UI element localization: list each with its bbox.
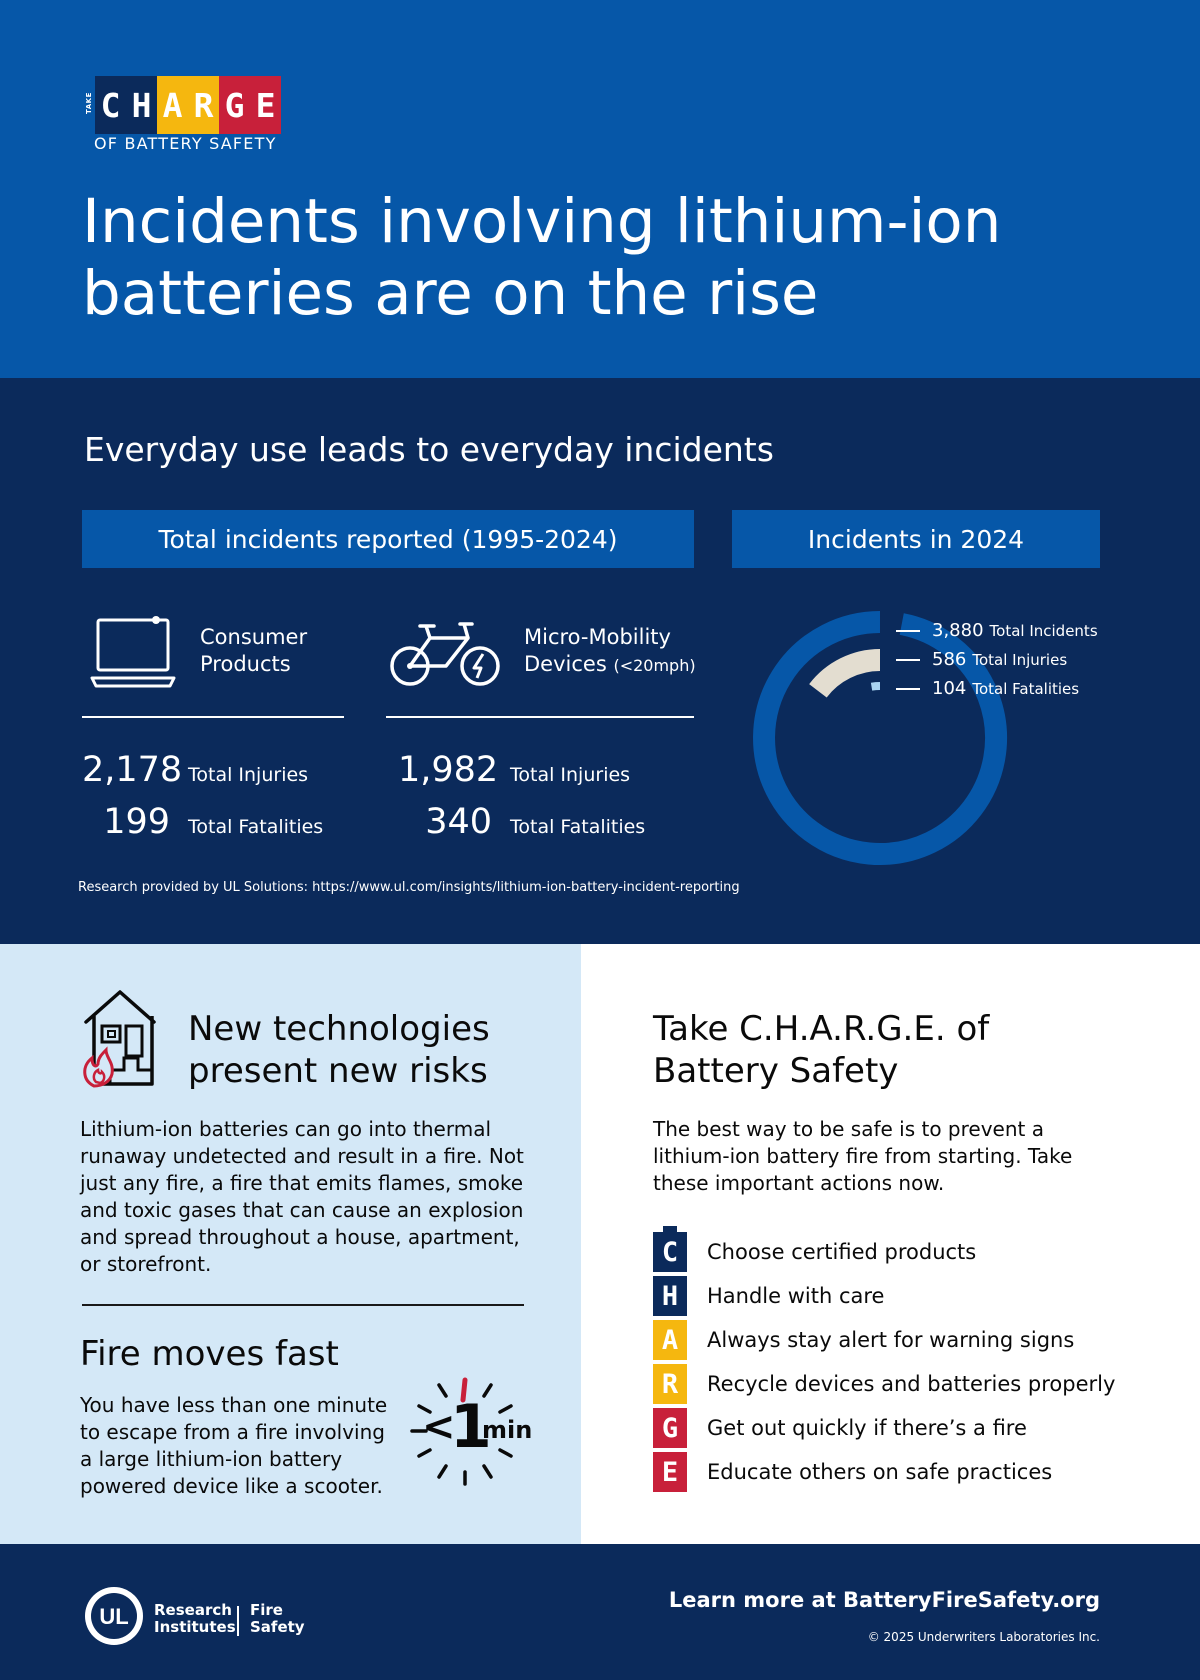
charge-item-c (653, 1234, 976, 1270)
legend-fatalities-label: Total Fatalities (972, 679, 1080, 698)
ul-divider (237, 1606, 239, 1636)
charge-item-text: Always stay alert for warning signs (707, 1328, 1075, 1352)
take-charge-heading: Take C.H.A.R.G.E. of Battery Safety (653, 1009, 990, 1091)
take-charge-section (581, 944, 1200, 1544)
logo-letters (95, 76, 281, 134)
total-incidents-banner: Total incidents reported (1995-2024) (82, 510, 694, 568)
research-source-note: Research provided by UL Solutions: https://www.ul.com/insights/lithium-ion-battery-incident-reporting (78, 880, 740, 895)
charge-item-text: Get out quickly if there’s a fire (707, 1416, 1027, 1440)
charge-letter-badge (653, 1452, 687, 1492)
new-risks-section (0, 944, 581, 1544)
legend-item-injuries (896, 649, 1067, 670)
consumer-fatalities-stat (82, 802, 323, 842)
radial-bar-total-injuries (818, 660, 880, 691)
new-risks-body: Lithium-ion batteries can go into thermal runaway undetected and result in a fire. Not just any fire, a fire that emits flames, smoke and toxic gases that can cause an explosion and spread throughout a house, apartment, or storefront. (80, 1117, 524, 1276)
timer-less-than: < (422, 1404, 456, 1450)
ul-mark: UL (99, 1604, 129, 1629)
legend-dash (896, 630, 920, 632)
fire-moves-fast-body: You have less than one minute to escape from a fire involving a large lithium-ion battery powered device like a scooter. (80, 1393, 388, 1498)
micromobility-fatalities-stat (398, 802, 645, 842)
micromobility-injuries-number: 1,982 (398, 750, 499, 790)
ebike-icon (388, 616, 504, 692)
laptop-icon (90, 616, 176, 692)
charge-letter: A (661, 1324, 679, 1356)
charge-item-text: Educate others on safe practices (707, 1460, 1053, 1484)
micromobility-note: (<20mph) (613, 656, 696, 675)
legend-dash (896, 659, 920, 661)
charge-item-text: Handle with care (707, 1284, 885, 1308)
charge-item-h (653, 1278, 884, 1314)
fire-moves-fast-heading: Fire moves fast (80, 1334, 339, 1374)
legend-incidents-label: Total Incidents (989, 621, 1098, 640)
take-charge-body: The best way to be safe is to prevent a lithium-ion battery fire from starting. Take these important actions now. (653, 1117, 1073, 1195)
logo-letter: A (157, 76, 188, 134)
logo-letter: C (95, 76, 126, 134)
incidents-2024-banner: Incidents in 2024 (732, 510, 1100, 568)
charge-item-r (653, 1366, 1115, 1402)
legend-incidents-value: 3,880 (932, 620, 984, 641)
incidents-2024-radial-chart (748, 606, 1012, 870)
ul-logo-icon (84, 1586, 144, 1646)
logo-letter: H (126, 76, 157, 134)
stats-section (0, 378, 1200, 944)
micromobility-category (388, 616, 698, 696)
new-risks-heading: New technologies present new risks (188, 1009, 490, 1091)
consumer-products-label: Consumer Products (200, 625, 308, 676)
logo-letter: G (219, 76, 250, 134)
consumer-products-category (90, 616, 350, 696)
micromobility-fatalities-label: Total Fatalities (510, 816, 646, 838)
consumer-fatalities-number: 199 (103, 802, 170, 842)
charge-letter-badge (653, 1232, 687, 1272)
logo-letter: R (188, 76, 219, 134)
micromobility-label: Micro-Mobility Devices (<20mph) (524, 625, 696, 676)
charge-item-e (653, 1454, 1052, 1490)
charge-letter-badge (653, 1408, 687, 1448)
legend-item-incidents (896, 620, 1098, 641)
header-section (0, 0, 1200, 378)
radial-bar-total-fatalities (872, 686, 880, 687)
consumer-injuries-label: Total Injuries (188, 764, 309, 786)
charge-item-text: Choose certified products (707, 1240, 977, 1264)
page-title: Incidents involving lithium-ion batteries are on the rise (82, 186, 1002, 329)
consumer-divider (82, 716, 344, 718)
charge-letter: H (661, 1280, 679, 1312)
timer-unit: min (482, 1416, 533, 1444)
charge-letter-badge (653, 1320, 687, 1360)
consumer-injuries-stat (82, 750, 308, 790)
timer-value: 1 (450, 1392, 492, 1462)
charge-item-a (653, 1322, 1074, 1358)
charge-letter-badge (653, 1276, 687, 1316)
micromobility-divider (386, 716, 694, 718)
charge-letter: R (661, 1368, 679, 1400)
copyright-notice: © 2025 Underwriters Laboratories Inc. (867, 1630, 1100, 1644)
legend-dash (896, 688, 920, 690)
micromobility-fatalities-number: 340 (425, 802, 492, 842)
charge-letter: G (661, 1412, 679, 1444)
footer (0, 1544, 1200, 1680)
ul-org-fire-safety: Fire Safety (250, 1601, 305, 1636)
charge-letter-badge (653, 1364, 687, 1404)
logo-letter: E (250, 76, 281, 134)
stats-section-title: Everyday use leads to everyday incidents (84, 430, 774, 469)
consumer-injuries-number: 2,178 (82, 750, 183, 790)
charge-item-g (653, 1410, 1027, 1446)
ul-org-research-institutes: Research Institutes (154, 1601, 236, 1636)
risks-divider (82, 1304, 524, 1306)
house-fire-icon (80, 988, 160, 1088)
charge-letter: C (661, 1236, 679, 1268)
charge-item-text: Recycle devices and batteries properly (707, 1372, 1116, 1396)
consumer-fatalities-label: Total Fatalities (188, 816, 324, 838)
legend-fatalities-value: 104 (932, 678, 967, 699)
micromobility-injuries-label: Total Injuries (510, 764, 631, 786)
legend-injuries-label: Total Injuries (972, 650, 1068, 669)
charge-letter: E (661, 1456, 679, 1488)
learn-more-link[interactable]: Learn more at BatteryFireSafety.org (668, 1588, 1100, 1612)
legend-injuries-value: 586 (932, 649, 967, 670)
battery-cap (663, 1226, 677, 1232)
logo-subtitle: OF BATTERY SAFETY (94, 134, 277, 153)
legend-item-fatalities (896, 678, 1079, 699)
micromobility-injuries-stat (398, 750, 630, 790)
logo-take-label: TAKE (85, 92, 93, 114)
